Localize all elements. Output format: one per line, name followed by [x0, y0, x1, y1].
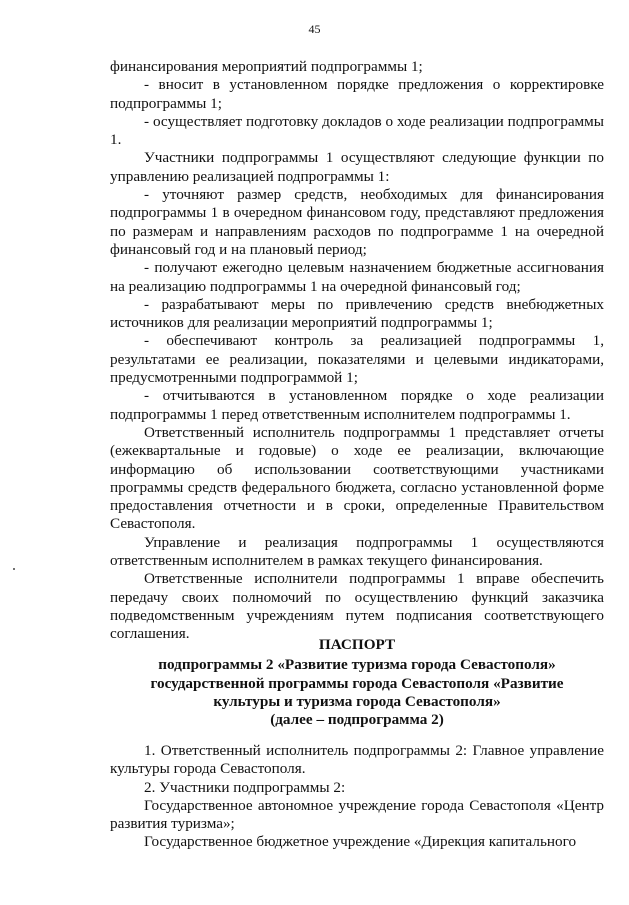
- paragraph: Государственное автономное учреждение города Севастополя «Центр развития туризма»;: [110, 796, 604, 833]
- paragraph: - отчитываются в установленном порядке о ходе реализации подпрограммы 1 перед ответственным исполнителем подпрограммы 1.: [110, 387, 604, 423]
- passport-subtitle-line: подпрограммы 2 «Развитие туризма города Севастополя»: [158, 656, 556, 674]
- paragraph: - получают ежегодно целевым назначением бюджетные ассигнования на реализацию подпрограммы 1 на очередной финансовый год;: [110, 259, 604, 295]
- paragraph: 2. Участники подпрограммы 2:: [144, 778, 346, 796]
- paragraph: - уточняют размер средств, необходимых для финансирования подпрограммы 1 в очередном финансовом году, представляют предложения по размерам и направлениям расходов по подпрограмме 1 на очередной финансовый год и на плановый период;: [110, 186, 604, 258]
- passport-subtitle-line: государственной программы города Севастополя «Развитие: [150, 674, 564, 692]
- body-text: [110, 58, 604, 644]
- paragraph: Участники подпрограммы 1 осуществляют следующие функции по управлению реализацией подпрограммы 1:: [110, 149, 604, 185]
- paragraph: Управление и реализация подпрограммы 1 осуществляются ответственным исполнителем в рамках текущего финансирования.: [110, 533, 604, 570]
- paragraph: - осуществляет подготовку докладов о ходе реализации подпрограммы 1.: [110, 112, 604, 149]
- scan-speck: [13, 568, 15, 570]
- paragraph: Государственное бюджетное учреждение «Дирекция капитального: [144, 833, 577, 851]
- paragraph: - разрабатывают меры по привлечению средств внебюджетных источников для реализации мероприятий подпрограммы 1;: [110, 295, 604, 332]
- passport-subtitle-line: (далее – подпрограмма 2): [270, 711, 444, 729]
- paragraph: Ответственные исполнители подпрограммы 1 вправе обеспечить передачу своих полномочий по осуществлению функций заказчика подведомственным учреждениям путем подписания соответствующего соглашения.: [110, 570, 604, 643]
- passport-subtitle-line: культуры и туризма города Севастополя»: [213, 692, 501, 710]
- paragraph: - обеспечивают контроль за реализацией подпрограммы 1, результатами ее реализации, показателями и целевыми индикаторами, предусмотренными подпрограммой 1;: [110, 332, 604, 387]
- paragraph: 1. Ответственный исполнитель подпрограммы 2: Главное управление культуры города Севастополя.: [110, 742, 604, 778]
- passport-title: ПАСПОРТ: [318, 636, 396, 653]
- paragraph: Ответственный исполнитель подпрограммы 1 представляет отчеты (ежеквартальные и годовые) о ходе ее реализации, включающие информацию об использовании соответствующими участниками программы средств федерального бюджета, согласно установленной форме предоставления отчетности и в сроки, определенные Правительством Севастополя.: [110, 423, 604, 533]
- passport-body-text: [110, 742, 604, 852]
- passport-heading-block: [110, 636, 604, 729]
- page-number: 45: [308, 22, 321, 36]
- paragraph: финансирования мероприятий подпрограммы 1;: [110, 58, 423, 75]
- paragraph: - вносит в установленном порядке предложения о корректировке подпрограммы 1;: [110, 76, 604, 112]
